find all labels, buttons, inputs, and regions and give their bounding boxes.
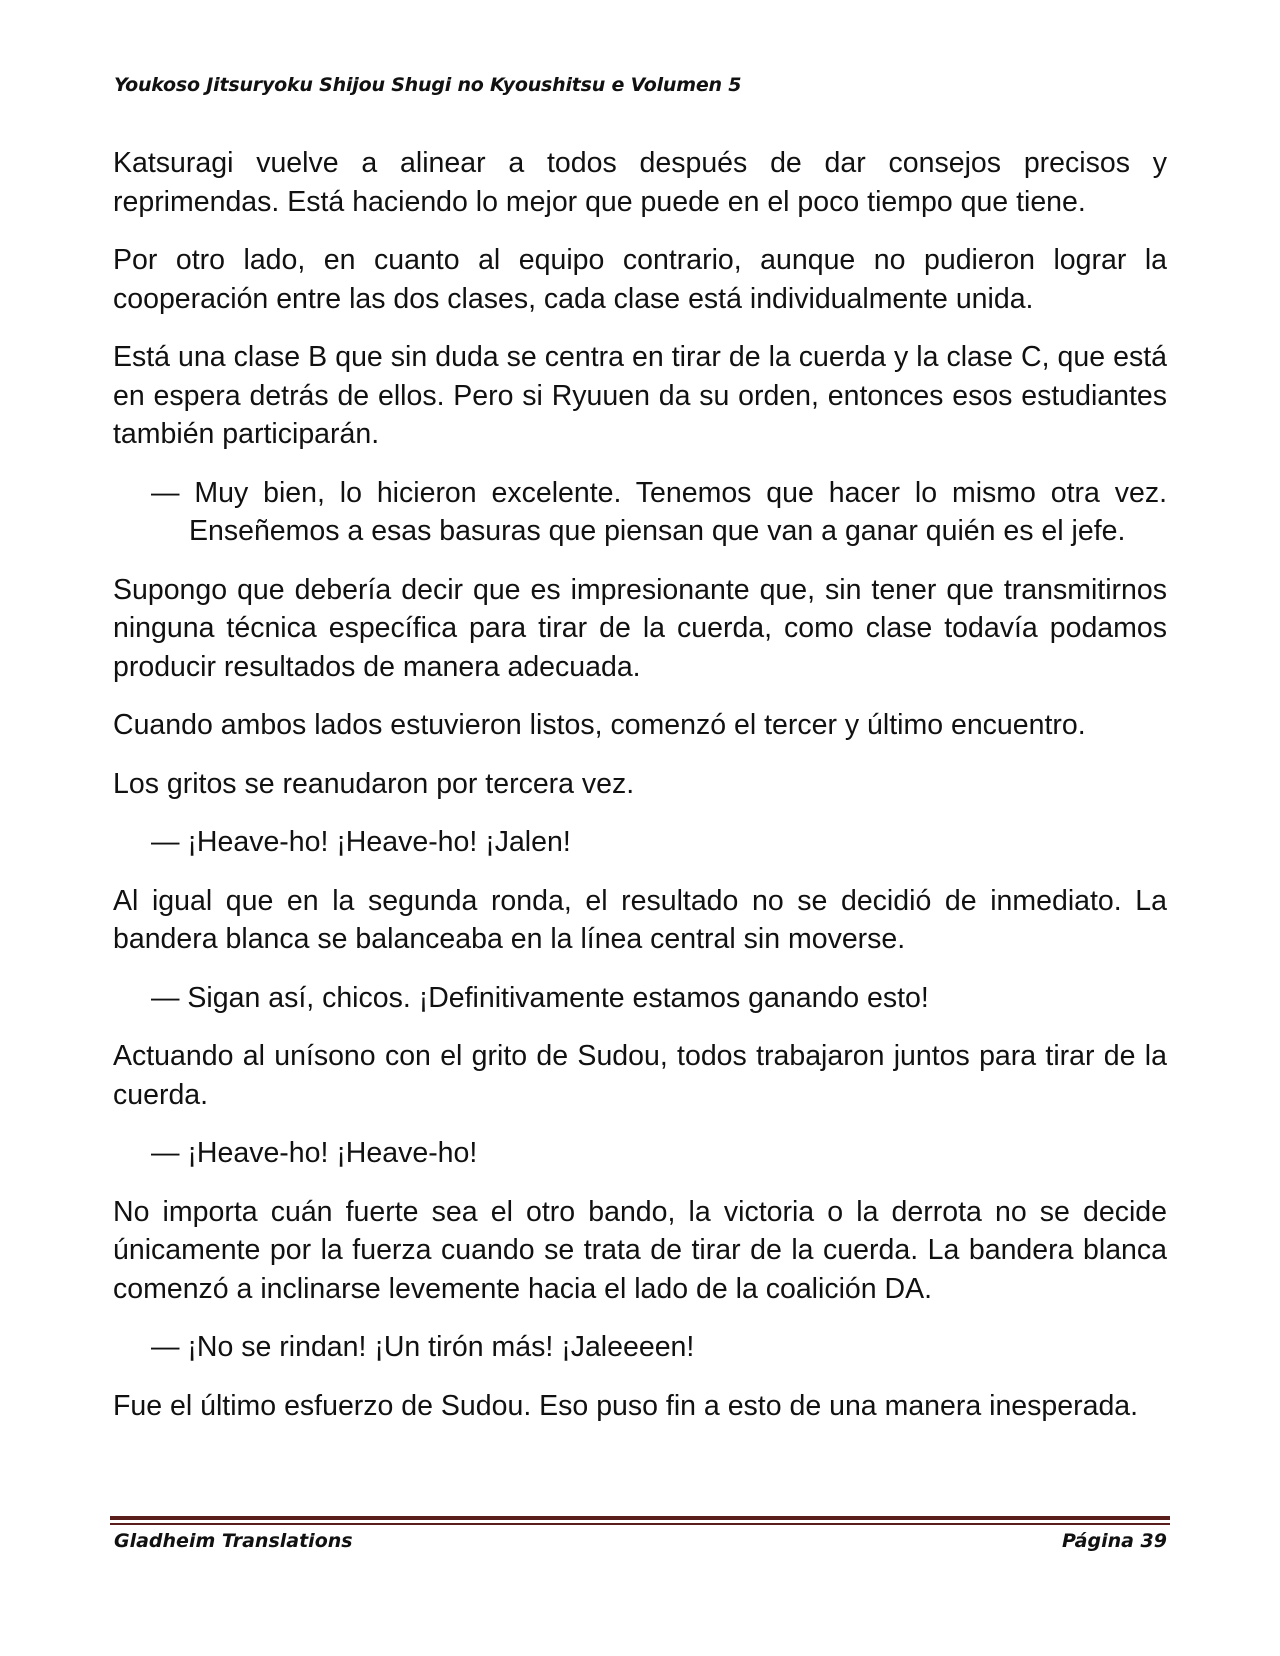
paragraph: Actuando al unísono con el grito de Sudou, todos trabajaron juntos para tirar de la cuerda. [113, 1040, 1167, 1111]
footer-translator: Gladheim Translations [114, 1530, 353, 1552]
body-text [113, 144, 1167, 1445]
paragraph: Fue el último esfuerzo de Sudou. Eso puso fin a esto de una manera inesperada. [113, 1389, 1139, 1422]
page-number: Página 39 [1061, 1530, 1167, 1552]
dialogue-line: — Sigan así, chicos. ¡Definitivamente estamos ganando esto! [151, 981, 929, 1014]
paragraph: Por otro lado, en cuanto al equipo contrario, aunque no pudieron lograr la cooperación entre las dos clases, cada clase está individualmente unida. [113, 244, 1167, 315]
paragraph: Al igual que en la segunda ronda, el resultado no se decidió de inmediato. La bandera blanca se balanceaba en la línea central sin moverse. [113, 884, 1167, 955]
paragraph: No importa cuán fuerte sea el otro bando, la victoria o la derrota no se decide únicamente por la fuerza cuando se trata de tirar de la cuerda. La bandera blanca comenzó a inclinarse levemente hacia el lado de la coalición DA. [113, 1195, 1167, 1305]
dialogue-line: — ¡Heave-ho! ¡Heave-ho! ¡Jalen! [151, 826, 571, 858]
footer-divider [110, 1516, 1170, 1526]
running-header: Youkoso Jitsuryoku Shijou Shugi no Kyoushitsu e Volumen 5 [114, 74, 742, 96]
footer-divider-thick [110, 1516, 1170, 1520]
dialogue-line: — ¡No se rindan! ¡Un tirón más! ¡Jaleeeen! [151, 1331, 695, 1363]
paragraph: Los gritos se reanudaron por tercera vez. [113, 767, 635, 800]
dialogue-line: — Muy bien, lo hicieron excelente. Tenemos que hacer lo mismo otra vez. Enseñemos a esas basuras que piensan que van a ganar quién es el jefe. [151, 476, 1167, 547]
paragraph: Supongo que debería decir que es impresionante que, sin tener que transmitirnos ninguna técnica específica para tirar de la cuerda, como clase todavía podamos producir resultados de manera adecuada. [113, 573, 1167, 683]
paragraph: Está una clase B que sin duda se centra en tirar de la cuerda y la clase C, que está en espera detrás de ellos. Pero si Ryuuen da su orden, entonces esos estudiantes también participarán. [113, 341, 1167, 450]
paragraph: Katsuragi vuelve a alinear a todos después de dar consejos precisos y reprimendas. Está haciendo lo mejor que puede en el poco tiempo que tiene. [113, 147, 1167, 218]
dialogue-line: — ¡Heave-ho! ¡Heave-ho! [151, 1137, 478, 1169]
footer-divider-thin [110, 1523, 1170, 1525]
paragraph: Cuando ambos lados estuvieron listos, comenzó el tercer y último encuentro. [113, 709, 1086, 741]
